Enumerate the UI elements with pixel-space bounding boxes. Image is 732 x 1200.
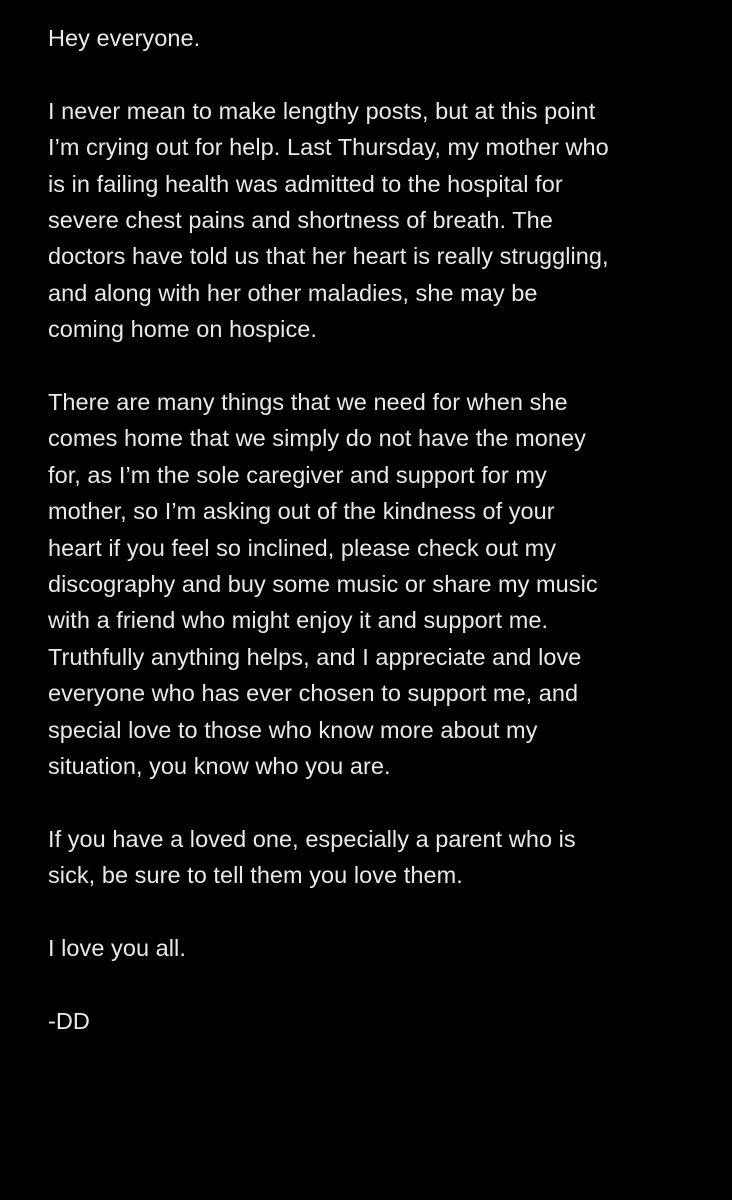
closing-paragraph: I love you all. xyxy=(48,935,186,962)
note-body xyxy=(48,20,708,1039)
request-paragraph: There are many things that we need for when she comes home that we simply do not have the money for, as I’m the sole caregiver and support for my mother, so I’m asking out of the kindness of your heart if you feel so inclined, please check out my discography and buy some music or share my music with a friend who might enjoy it and support me. Truthfully anything helps, and I appreciate and love everyone who has ever chosen to support me, and special love to those who know more about my situation, you know who you are. xyxy=(48,389,598,780)
situation-paragraph: I never mean to make lengthy posts, but at this point I’m crying out for help. Last Thursday, my mother who is in failing health was admitted to the hospital for severe chest pains and shortness of breath. The doctors have told us that her heart is really struggling, and along with her other maladies, she may be coming home on hospice. xyxy=(48,97,609,343)
advice-paragraph: If you have a loved one, especially a parent who is sick, be sure to tell them you love them. xyxy=(48,825,576,889)
signature: -DD xyxy=(48,1007,90,1034)
greeting-paragraph: Hey everyone. xyxy=(48,25,201,51)
